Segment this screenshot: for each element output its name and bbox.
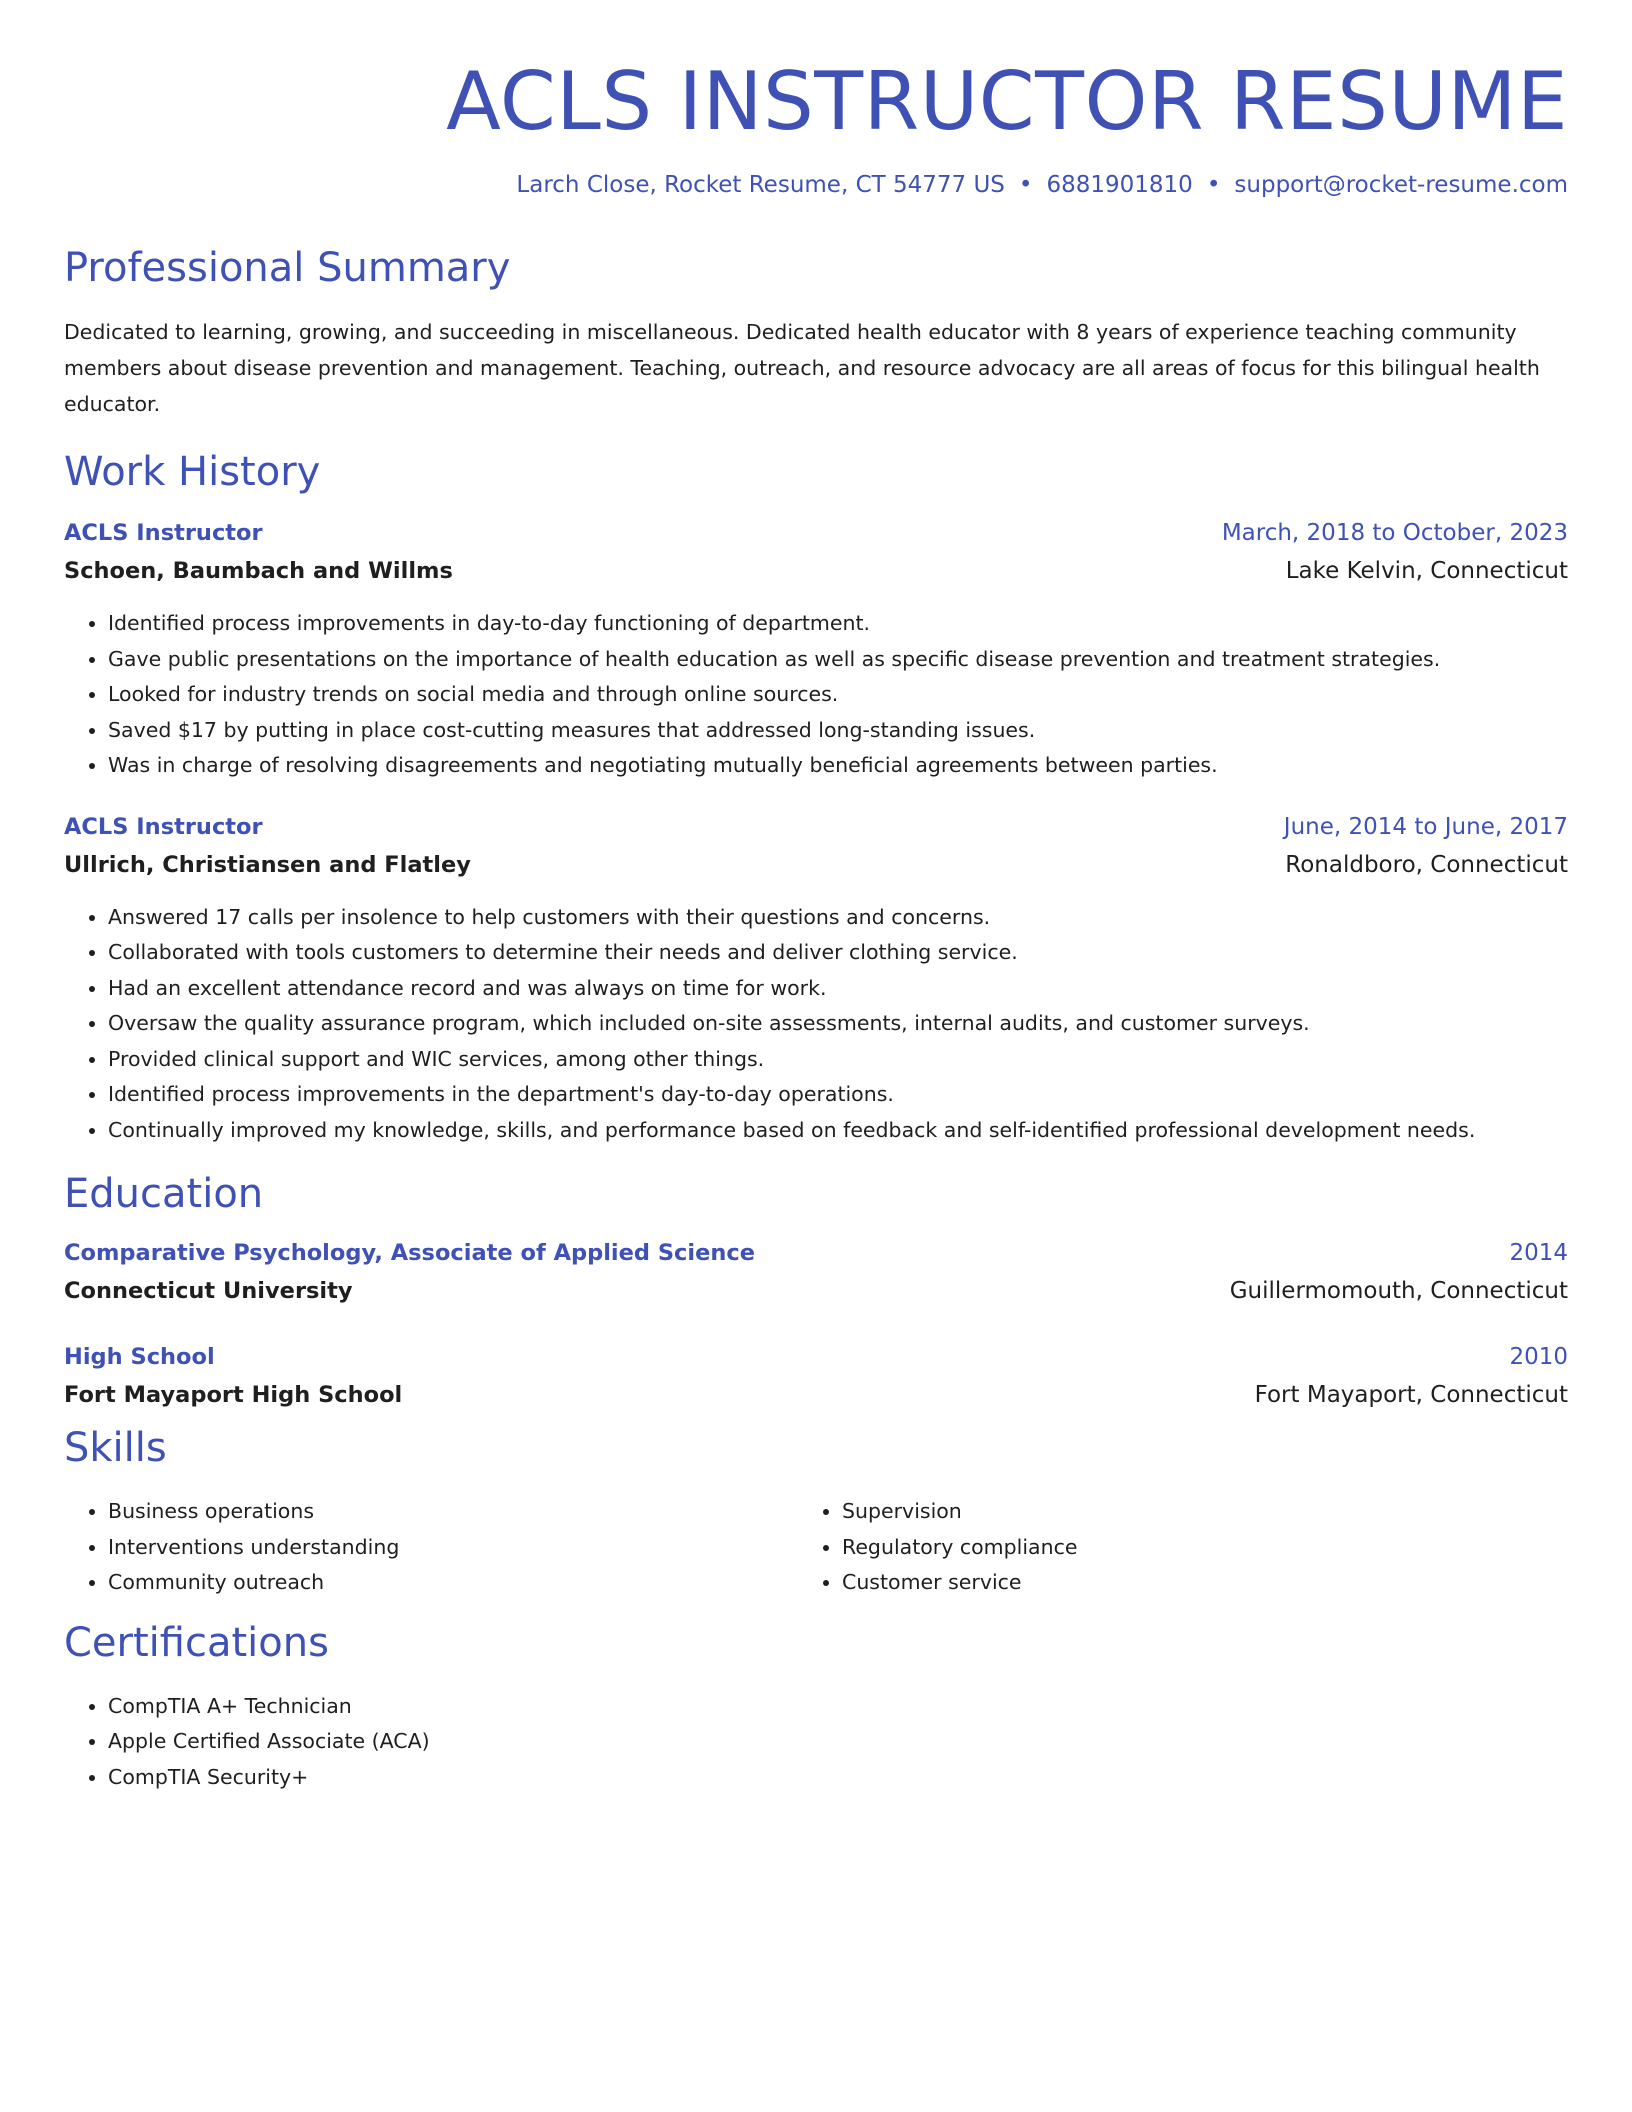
skills-list-right — [798, 1494, 1532, 1601]
job-bullet: • Had an excellent attendance record and was always on time for work. — [108, 971, 1568, 1007]
certifications-list — [64, 1689, 1568, 1796]
education-school: Fort Mayaport High School — [64, 1382, 403, 1408]
job-bullet: • Continually improved my knowledge, skills, and performance based on feedback and self-identified professional development needs. — [108, 1113, 1568, 1149]
education-degree-row — [64, 1344, 1568, 1370]
skill-item: • Interventions understanding — [108, 1530, 798, 1566]
job-bullet: • Was in charge of resolving disagreements and negotiating mutually beneficial agreements between parties. — [108, 748, 1568, 784]
job-company: Schoen, Baumbach and Willms — [64, 558, 453, 584]
resume-header — [64, 52, 1568, 198]
education-year: 2010 — [1509, 1344, 1568, 1370]
job-company: Ullrich, Christiansen and Flatley — [64, 851, 471, 878]
contact-separator: • — [1018, 172, 1033, 198]
education-degree-row — [64, 1240, 1568, 1266]
job-bullet: • Collaborated with tools customers to determine their needs and deliver clothing service. — [108, 935, 1568, 971]
work-history-section — [64, 446, 1568, 1148]
job-bullet: • Oversaw the quality assurance program, which included on-site assessments, internal audits, and customer surveys. — [108, 1006, 1568, 1042]
contact-line — [64, 172, 1568, 198]
job-bullet: • Looked for industry trends on social media and through online sources. — [108, 677, 1568, 713]
contact-phone: 6881901810 — [1046, 172, 1193, 198]
education-location: Fort Mayaport, Connecticut — [1254, 1382, 1568, 1408]
job-bullet: • Provided clinical support and WIC services, among other things. — [108, 1042, 1568, 1078]
section-heading-certifications: Certifications — [64, 1619, 329, 1666]
job-title: ACLS Instructor — [64, 813, 263, 840]
certification-item: • CompTIA A+ Technician — [108, 1689, 1568, 1725]
summary-text: Dedicated to learning, growing, and succeeding in miscellaneous. Dedicated health educator with 8 years of experience teaching community members about disease prevention and management. Teaching, outreach, and resource advocacy are all areas of focus for this bilingual health educator. — [64, 320, 1540, 416]
job-bullets — [64, 900, 1568, 1149]
education-location: Guillermomouth, Connecticut — [1229, 1278, 1568, 1304]
section-heading-summary: Professional Summary — [64, 245, 511, 291]
certification-item: • CompTIA Security+ — [108, 1760, 1568, 1796]
education-degree: Comparative Psychology, Associate of Applied Science — [64, 1240, 755, 1266]
education-school: Connecticut University — [64, 1278, 353, 1304]
education-degree: High School — [64, 1344, 215, 1370]
summary-section — [64, 242, 1568, 422]
job-title: ACLS Instructor — [64, 520, 263, 546]
job-bullets — [64, 606, 1568, 784]
certifications-section — [64, 1617, 1568, 1796]
skill-item: • Regulatory compliance — [842, 1530, 1532, 1566]
section-heading-education: Education — [64, 1171, 264, 1217]
job-bullet: • Answered 17 calls per insolence to help customers with their questions and concerns. — [108, 900, 1568, 936]
skill-item: • Supervision — [842, 1494, 1532, 1530]
certification-item: • Apple Certified Associate (ACA) — [108, 1724, 1568, 1760]
job-company-row — [64, 558, 1568, 584]
job-dates: March, 2018 to October, 2023 — [1221, 520, 1568, 546]
job-bullet: • Identified process improvements in day-to-day functioning of department. — [108, 606, 1568, 642]
resume-title: ACLS INSTRUCTOR RESUME — [446, 55, 1568, 148]
contact-address: Larch Close, Rocket Resume, CT 54777 US — [516, 172, 1005, 198]
job-title-row — [64, 814, 1568, 840]
job-company-row — [64, 852, 1568, 878]
job-title-row — [64, 520, 1568, 546]
skill-item: • Business operations — [108, 1494, 798, 1530]
job-bullet: • Saved $17 by putting in place cost-cutting measures that addressed long-standing issues. — [108, 713, 1568, 749]
skills-section — [64, 1422, 1568, 1601]
job-entry — [64, 814, 1568, 1149]
education-school-row — [64, 1382, 1568, 1408]
job-dates: June, 2014 to June, 2017 — [1283, 813, 1568, 840]
education-entry — [64, 1240, 1568, 1304]
education-year: 2014 — [1509, 1240, 1568, 1266]
skills-list-left — [64, 1494, 798, 1601]
job-bullet: • Gave public presentations on the importance of health education as well as specific disease prevention and treatment strategies. — [108, 642, 1568, 678]
education-school-row — [64, 1278, 1568, 1304]
job-bullet: • Identified process improvements in the department's day-to-day operations. — [108, 1077, 1568, 1113]
job-location: Ronaldboro, Connecticut — [1285, 851, 1568, 878]
education-entry — [64, 1344, 1568, 1408]
education-section — [64, 1168, 1568, 1408]
job-entry — [64, 520, 1568, 784]
contact-email: support@rocket-resume.com — [1234, 172, 1568, 198]
section-heading-work: Work History — [64, 449, 321, 495]
section-heading-skills: Skills — [64, 1425, 167, 1471]
skill-item: • Customer service — [842, 1565, 1532, 1601]
contact-separator: • — [1206, 172, 1221, 198]
job-location: Lake Kelvin, Connecticut — [1285, 558, 1568, 584]
skill-item: • Community outreach — [108, 1565, 798, 1601]
skills-grid — [64, 1494, 1568, 1601]
